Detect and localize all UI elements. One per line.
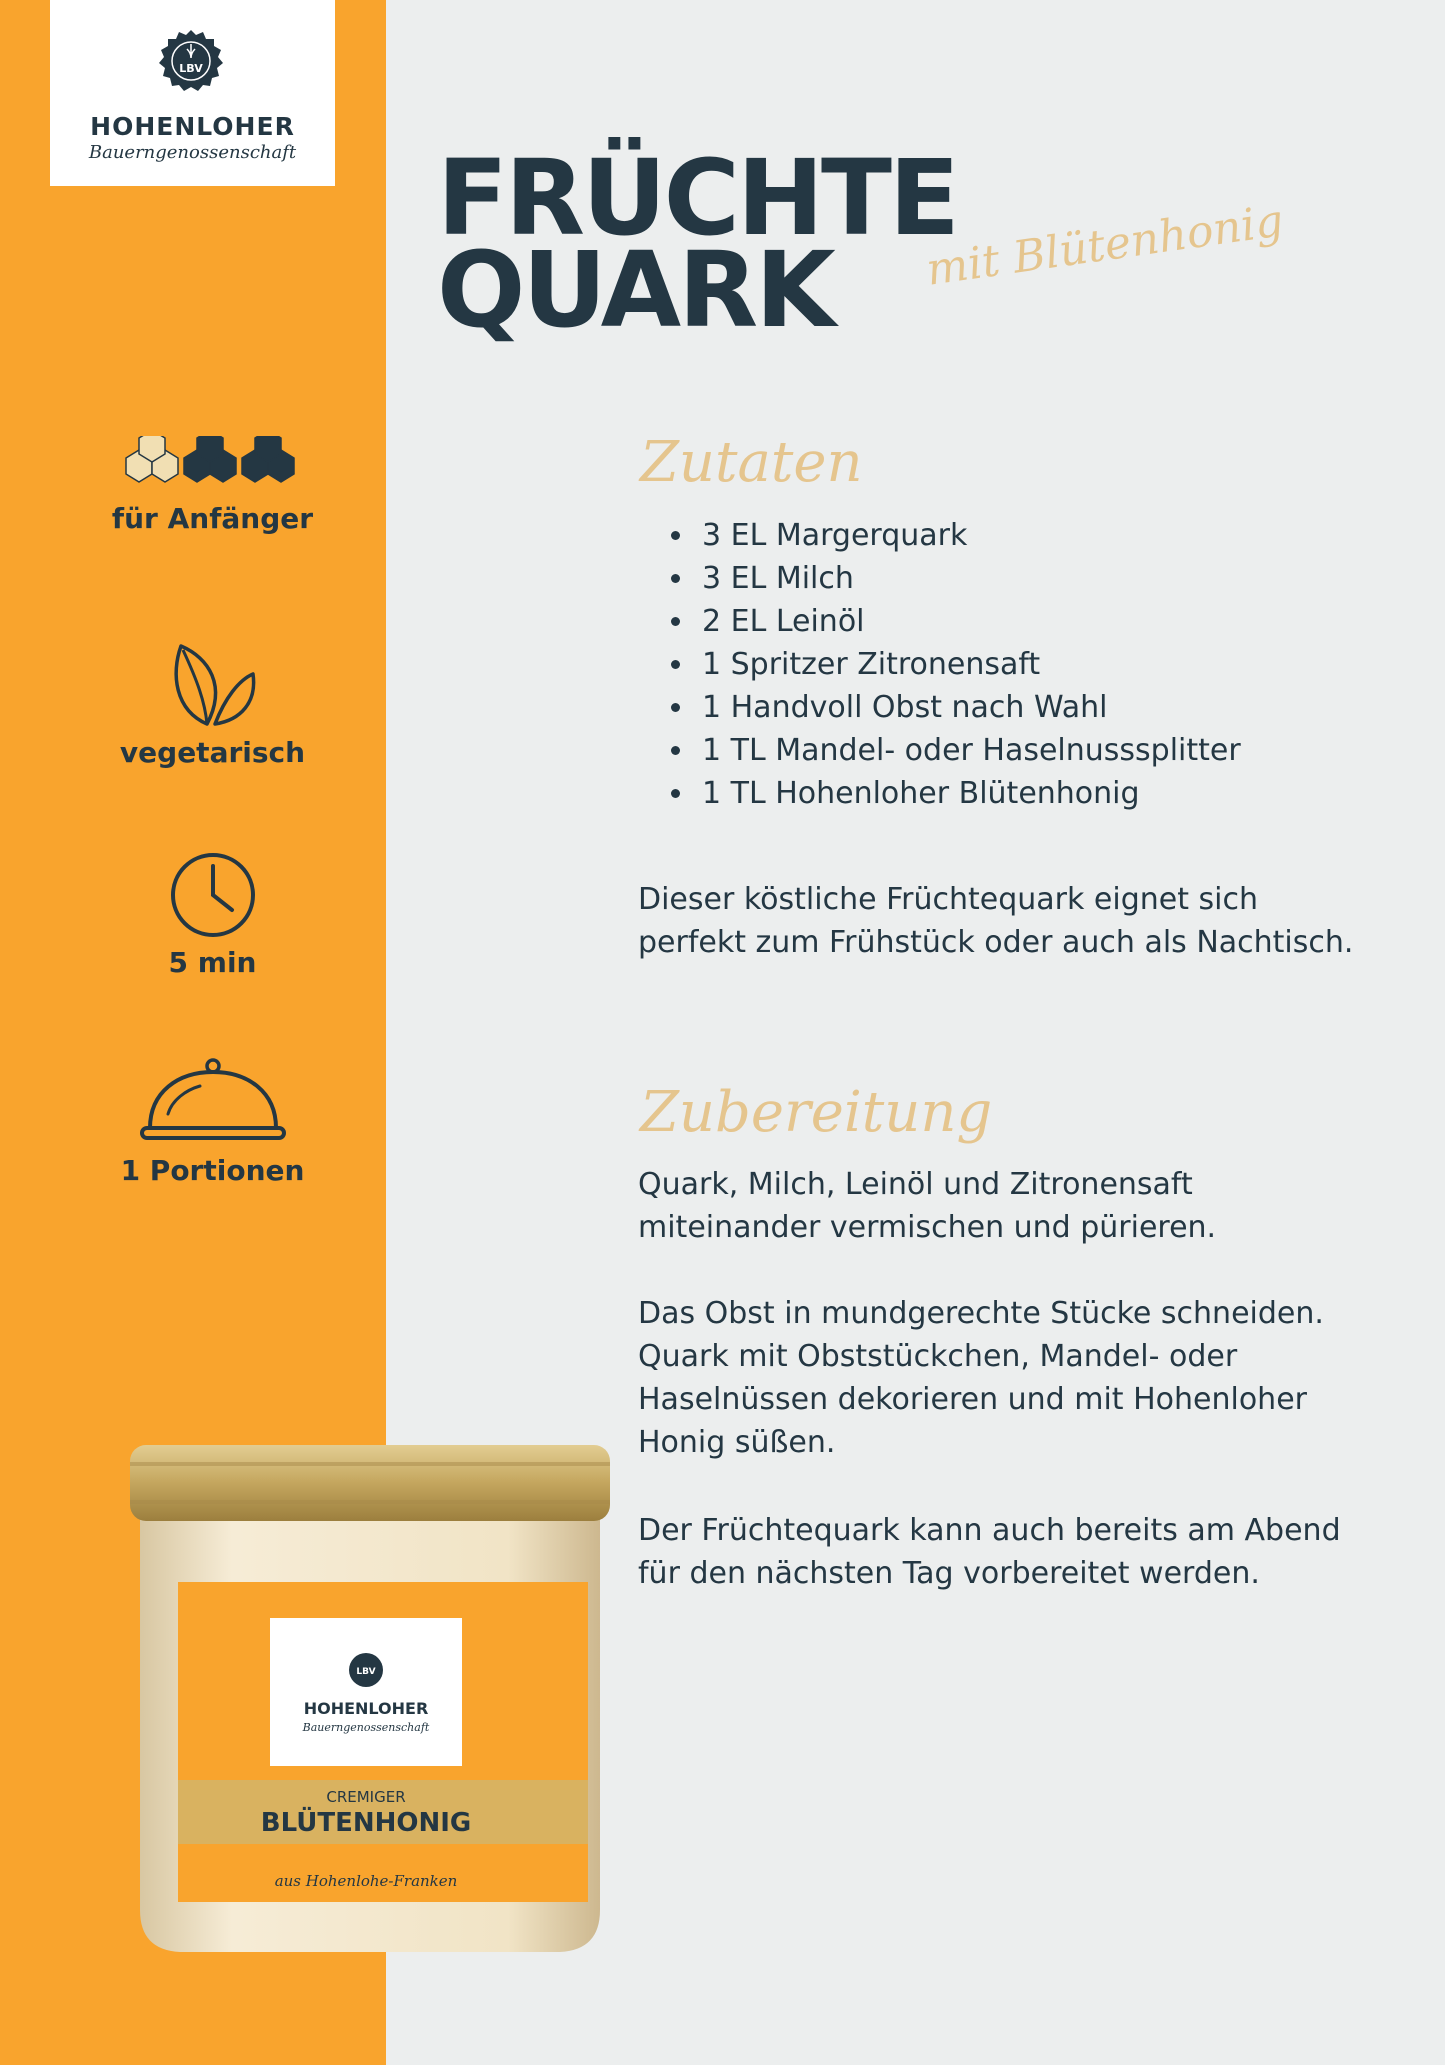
ingredients-heading: Zutaten (640, 430, 863, 495)
diet-info (0, 640, 425, 769)
time-label: 5 min (168, 946, 257, 979)
difficulty-info (0, 436, 425, 535)
jar-kind: CREMIGER (326, 1788, 406, 1806)
list-item: • 1 Spritzer Zitronensaft (696, 643, 1241, 686)
intro-text: Dieser köstliche Früchtequark eignet sich perfekt zum Frühstück oder auch als Nachtisch. (638, 882, 1354, 960)
lbv-seal-icon (158, 28, 224, 94)
serving-cloche-icon (138, 1056, 288, 1148)
time-info (0, 850, 425, 979)
preparation-step: Der Früchtequark kann auch bereits am Abend für den nächsten Tag vorbereitet werden. (638, 1513, 1341, 1591)
leaf-icon (165, 640, 261, 730)
list-item: • 2 EL Leinöl (696, 600, 1241, 643)
list-item: • 3 EL Milch (696, 557, 1241, 600)
jar-origin: aus Hohenlohe-Franken (274, 1872, 458, 1890)
ingredients-list (656, 514, 1241, 815)
seal-text: LBV (179, 62, 203, 75)
diet-label: vegetarisch (119, 736, 306, 769)
list-item: • 3 EL Margerquark (696, 514, 1241, 557)
preparation-step: Das Obst in mundgerechte Stücke schneiden. Quark mit Obststückchen, Mandel- oder Haselnüssen dekorieren und mit Hohenloher Honig süßen. (638, 1296, 1324, 1460)
list-item: • 1 Handvoll Obst nach Wahl (696, 686, 1241, 729)
preparation-step: Quark, Milch, Leinöl und Zitronensaft miteinander vermischen und pürieren. (638, 1167, 1217, 1245)
jar-seal-text: LBV (356, 1667, 376, 1677)
brand-logo[interactable] (50, 0, 335, 186)
jar-brand-sub: Bauerngenossenschaft (302, 1721, 430, 1734)
preparation-heading: Zubereitung (640, 1080, 993, 1145)
clock-icon (168, 850, 258, 940)
honey-jar-image (130, 1440, 610, 1960)
title-script: mit Blütenhonig (923, 195, 1287, 296)
recipe-title (437, 137, 957, 351)
portions-info (0, 1056, 425, 1187)
brand-subtitle: Bauerngenossenschaft (88, 142, 297, 163)
jar-brand: HOHENLOHER (303, 1699, 429, 1718)
honeycomb-difficulty-icon (113, 436, 313, 496)
list-item: • 1 TL Hohenloher Blütenhonig (696, 772, 1241, 815)
title-line-2: QUARK (437, 229, 833, 351)
brand-name: HOHENLOHER (90, 112, 295, 141)
title-line-1: FRÜCHTE (437, 137, 957, 259)
list-item: • 1 TL Mandel- oder Haselnusssplitter (696, 729, 1241, 772)
jar-product: BLÜTENHONIG (260, 1808, 472, 1838)
portions-label: 1 Portionen (120, 1154, 305, 1187)
difficulty-label: für Anfänger (111, 502, 314, 535)
